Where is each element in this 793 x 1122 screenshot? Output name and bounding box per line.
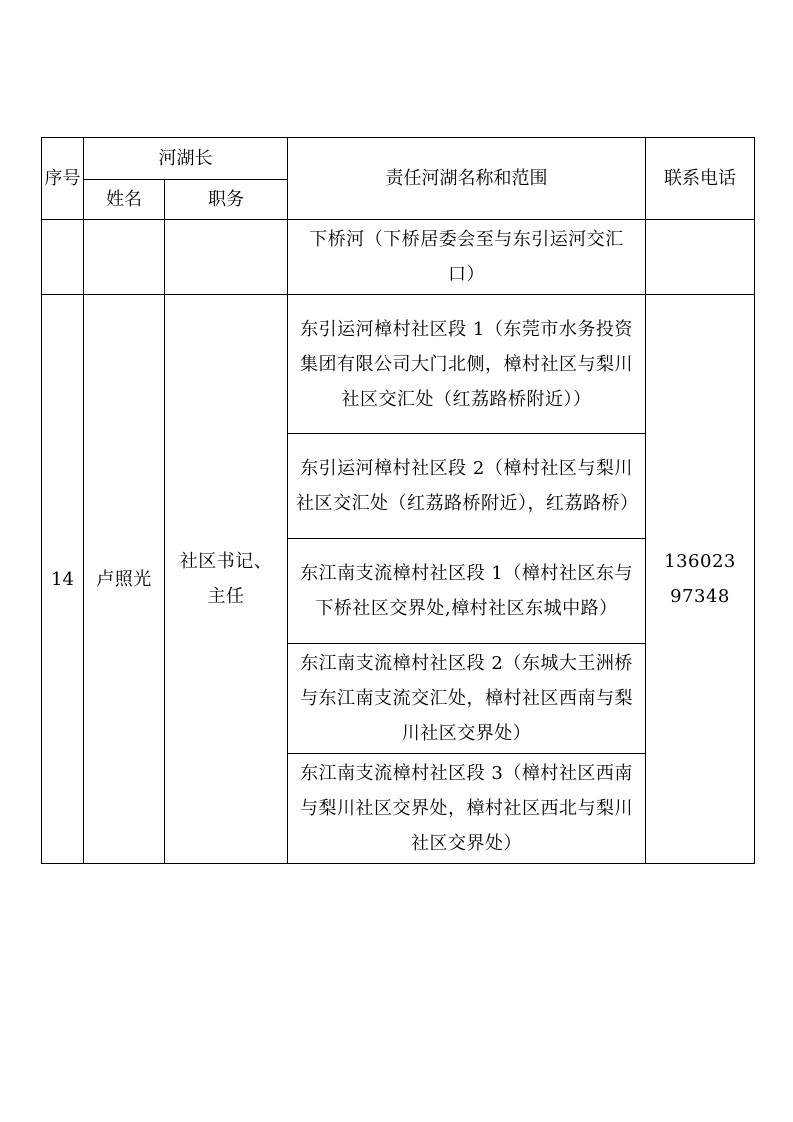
continued-row xyxy=(42,220,755,295)
table-row xyxy=(42,295,755,434)
position-cell: 社区书记、主任 xyxy=(165,295,288,864)
header-scope: 责任河湖名称和范围 xyxy=(288,138,646,220)
header-name: 姓名 xyxy=(84,180,165,220)
continued-phone-cell xyxy=(646,220,755,295)
header-phone: 联系电话 xyxy=(646,138,755,220)
phone-line-1: 136023 xyxy=(664,551,736,572)
phone-cell xyxy=(646,295,755,864)
river-chief-table xyxy=(41,137,755,864)
phone-line-2: 97348 xyxy=(670,586,730,607)
continued-name-cell xyxy=(84,220,165,295)
header-position: 职务 xyxy=(165,180,288,220)
seq-cell: 14 xyxy=(42,295,84,864)
name-cell: 卢照光 xyxy=(84,295,165,864)
scope-cell: 东引运河樟村社区段 2（樟村社区与梨川社区交汇处（红荔路桥附近），红荔路桥） xyxy=(288,434,646,539)
scope-cell: 东江南支流樟村社区段 1（樟村社区东与下桥社区交界处,樟村社区东城中路） xyxy=(288,539,646,644)
header-seq: 序号 xyxy=(42,138,84,220)
header-river-chief: 河湖长 xyxy=(84,138,288,180)
continued-seq-cell xyxy=(42,220,84,295)
continued-position-cell xyxy=(165,220,288,295)
scope-cell: 东引运河樟村社区段 1（东莞市水务投资集团有限公司大门北侧，樟村社区与梨川社区交汇处（红荔路桥附近）） xyxy=(288,295,646,434)
scope-cell: 东江南支流樟村社区段 2（东城大王洲桥与东江南支流交汇处，樟村社区西南与梨川社区交界处） xyxy=(288,644,646,754)
scope-cell: 东江南支流樟村社区段 3（樟村社区西南与梨川社区交界处，樟村社区西北与梨川社区交界处） xyxy=(288,754,646,864)
continued-scope-cell: 下桥河（下桥居委会至与东引运河交汇口） xyxy=(288,220,646,295)
